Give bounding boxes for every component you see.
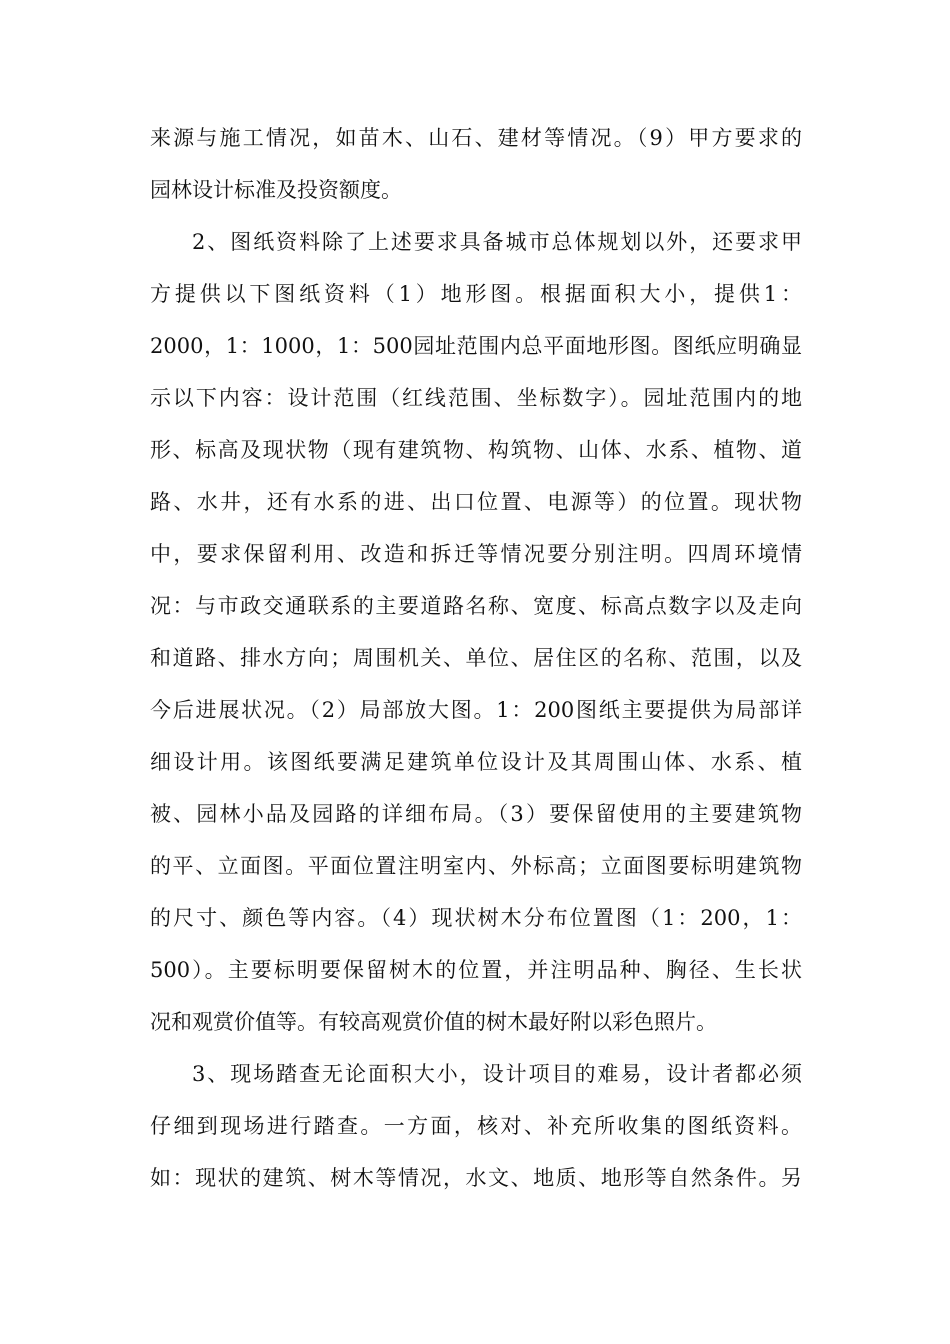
- text-line-21: 如：现状的建筑、树木等情况，水文、地质、地形等自然条件。另: [150, 1166, 802, 1190]
- text-line-13: 细设计用。该图纸要满足建筑单位设计及其周围山体、水系、植: [150, 750, 802, 774]
- text-line-18: 况和观赏价值等。有较高观赏价值的树木最好附以彩色照片。: [150, 1010, 717, 1034]
- text-line-8: 路、水井，还有水系的进、出口位置、电源等）的位置。现状物: [150, 490, 802, 514]
- text-line-19: 3、现场踏查无论面积大小，设计项目的难易，设计者都必须: [192, 1062, 802, 1086]
- text-line-16: 的尺寸、颜色等内容。（4）现状树木分布位置图（1：200，1：: [150, 906, 802, 930]
- text-line-4: 方提供以下图纸资料（1）地形图。根据面积大小，提供1：: [150, 282, 802, 306]
- text-line-20: 仔细到现场进行踏查。一方面，核对、补充所收集的图纸资料。: [150, 1114, 802, 1138]
- text-line-12: 今后进展状况。（2）局部放大图。1：200图纸主要提供为局部详: [150, 698, 802, 722]
- text-line-5: 2000，1：1000，1：500园址范围内总平面地形图。图纸应明确显: [150, 334, 802, 358]
- body-text: [150, 112, 802, 1204]
- text-line-15: 的平、立面图。平面位置注明室内、外标高；立面图要标明建筑物: [150, 854, 802, 878]
- text-line-3: 2、图纸资料除了上述要求具备城市总体规划以外，还要求甲: [192, 230, 802, 254]
- text-line-9: 中，要求保留利用、改造和拆迁等情况要分别注明。四周环境情: [150, 542, 802, 566]
- text-line-11: 和道路、排水方向；周围机关、单位、居住区的名称、范围，以及: [150, 646, 802, 670]
- text-line-10: 况：与市政交通联系的主要道路名称、宽度、标高点数字以及走向: [150, 594, 802, 618]
- text-line-14: 被、园林小品及园路的详细布局。（3）要保留使用的主要建筑物: [150, 802, 802, 826]
- text-line-17: 500）。主要标明要保留树木的位置，并注明品种、胸径、生长状: [150, 958, 802, 982]
- text-line-7: 形、标高及现状物（现有建筑物、构筑物、山体、水系、植物、道: [150, 438, 802, 462]
- text-line-2: 园林设计标准及投资额度。: [150, 178, 402, 202]
- text-line-1: 来源与施工情况，如苗木、山石、建材等情况。（9）甲方要求的: [150, 126, 802, 150]
- text-line-6: 示以下内容：设计范围（红线范围、坐标数字）。园址范围内的地: [150, 386, 802, 410]
